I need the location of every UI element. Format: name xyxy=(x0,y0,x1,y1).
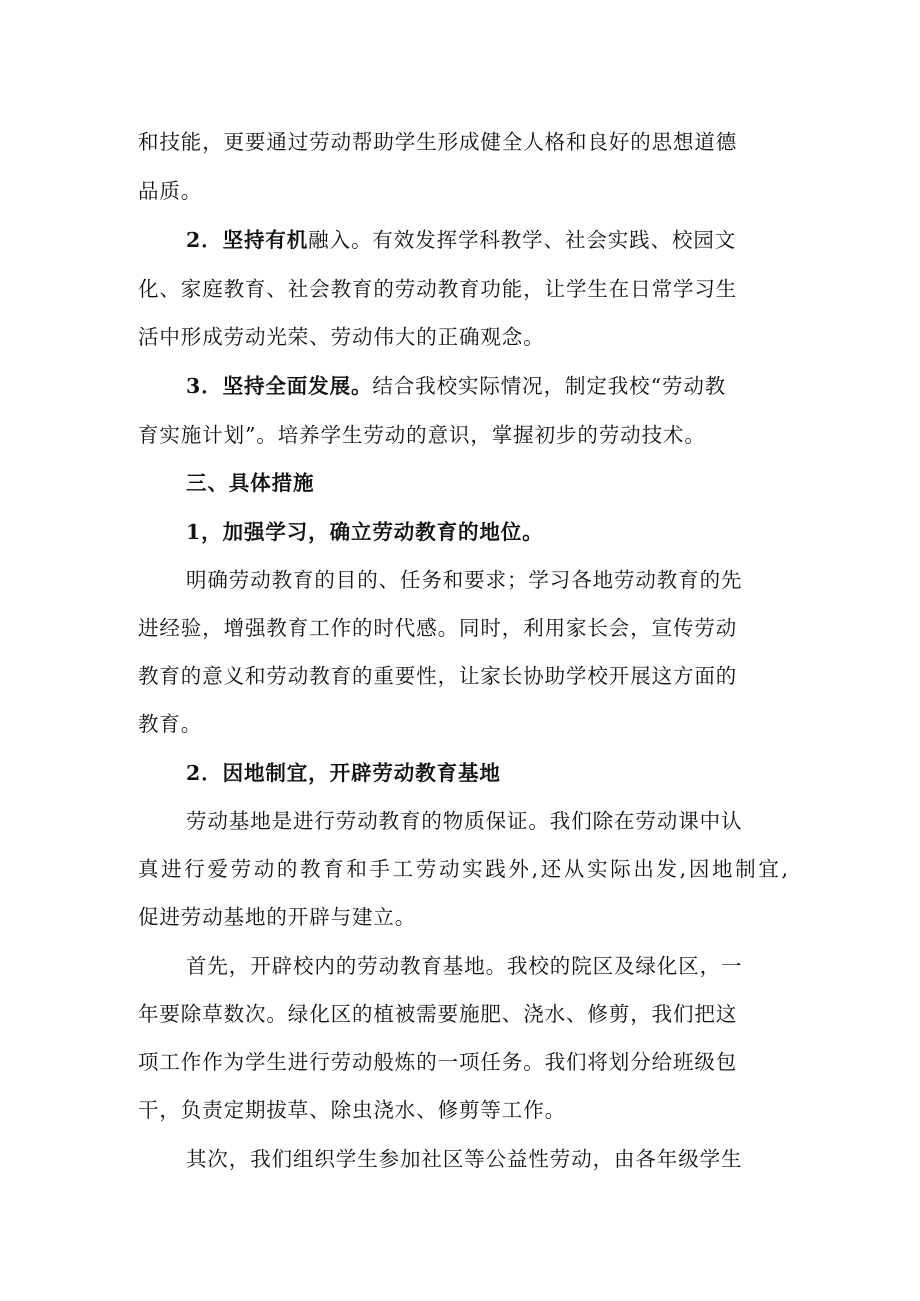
section-heading: 三、具体措施 xyxy=(186,471,315,495)
body-line: 首先，开辟校内的劳动教育基地。我校的院区及绿化区，一 xyxy=(186,954,743,978)
body-line: 其次，我们组织学生参加社区等公益性劳动，由各年级学生 xyxy=(186,1147,743,1171)
principle-3 xyxy=(186,372,790,400)
body-line: 促进劳动基地的开辟与建立。 xyxy=(138,905,417,929)
principle-3-text: 结合我校实际情况，制定我校“劳动教 xyxy=(372,374,727,398)
body-line: 化、家庭教育、社会教育的劳动教育功能，让学生在日常学习生 xyxy=(138,277,738,301)
principle-2 xyxy=(186,226,790,254)
principle-3-title: 3．坚持全面发展。 xyxy=(186,374,373,398)
body-line: 教育的意义和劳动教育的重要性，让家长协助学校开展这方面的 xyxy=(138,664,738,688)
principle-2-text: 融入。有效发挥学科教学、社会实践、校园文 xyxy=(308,228,737,252)
subheading-1: 1，加强学习，确立劳动教育的地位。 xyxy=(186,520,544,544)
body-line: 教育。 xyxy=(138,712,203,736)
body-line: 项工作作为学生进行劳动般炼的一项任务。我们将划分给班级包 xyxy=(138,1050,738,1074)
body-line: 劳动基地是进行劳动教育的物质保证。我们除在劳动课中认 xyxy=(186,809,743,833)
body-line: 年要除草数次。绿化区的植被需要施肥、浇水、修剪，我们把这 xyxy=(138,1002,738,1026)
body-line: 活中形成劳动光荣、劳动伟大的正确观念。 xyxy=(138,325,545,349)
subheading-2: 2．因地制宜，开辟劳动教育基地 xyxy=(186,761,501,785)
principle-2-title: 2．坚持有机 xyxy=(186,228,309,252)
body-line: 和技能，更要通过劳动帮助学生形成健全人格和良好的思想道德 xyxy=(138,130,738,154)
body-line: 真进行爱劳动的教育和手工劳动实践外,还从实际出发,因地制宜, xyxy=(138,857,788,881)
body-line: 育实施计划”。培养学生劳动的意识，掌握初步的劳动技术。 xyxy=(138,423,706,447)
body-line: 品质。 xyxy=(138,179,203,203)
body-line: 干，负责定期拔草、除虫浇水、修剪等工作。 xyxy=(138,1098,566,1122)
body-line: 进经验，增强教育工作的时代感。同时，利用家长会，宣传劳动 xyxy=(138,616,738,640)
body-line: 明确劳动教育的目的、任务和要求；学习各地劳动教育的先 xyxy=(186,568,743,592)
